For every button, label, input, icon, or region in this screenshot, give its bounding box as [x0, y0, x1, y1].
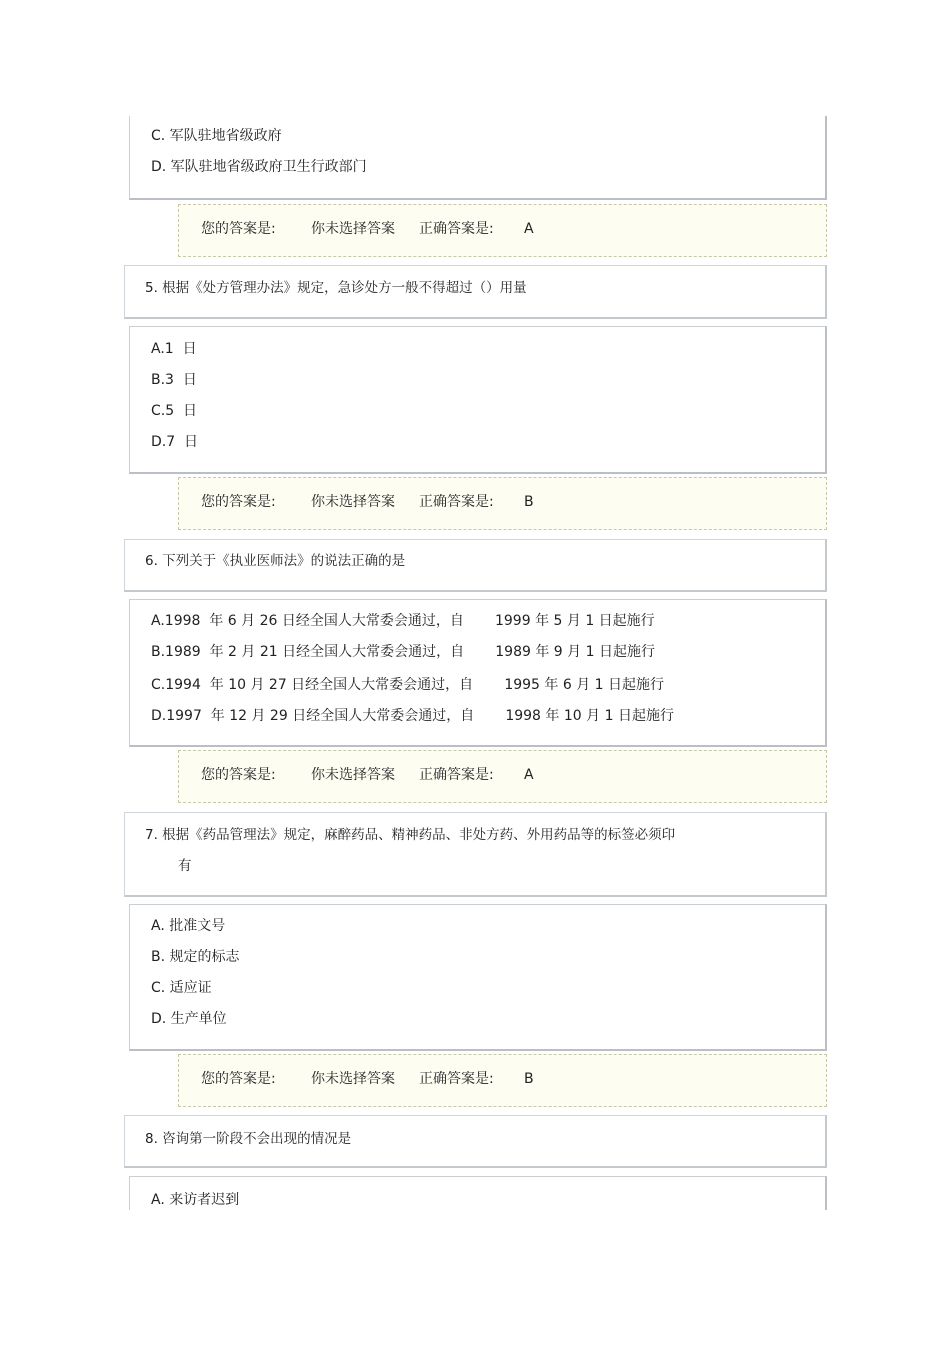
q7-question-text-cont: 有 — [178, 858, 192, 874]
q5-question-text: 5. 根据《处方管理办法》规定，急诊处方一般不得超过（）用量 — [145, 280, 527, 296]
q6-answer-box — [178, 750, 827, 803]
your-answer-label: 您的答案是: — [201, 221, 276, 237]
correct-answer-value: A — [524, 767, 534, 783]
q8-question-box — [124, 1115, 827, 1168]
your-answer-label: 您的答案是: — [201, 767, 276, 783]
q5-answer-box — [178, 477, 827, 530]
q4-options-box — [129, 116, 827, 200]
q6-question-box — [124, 539, 827, 592]
q7-option-d[interactable]: D. 生产单位 — [151, 1011, 227, 1027]
not-selected-text: 你未选择答案 — [311, 767, 395, 783]
q5-question-box — [124, 265, 827, 319]
q5-options-box — [129, 326, 827, 474]
not-selected-text: 你未选择答案 — [311, 221, 395, 237]
your-answer-label: 您的答案是: — [201, 494, 276, 510]
correct-answer-label: 正确答案是: — [419, 494, 494, 510]
q7-answer-box — [178, 1054, 827, 1107]
q8-question-text: 8. 咨询第一阶段不会出现的情况是 — [145, 1131, 352, 1147]
q6-option-d[interactable]: D.1997 年 12 月 29 日经全国人大常委会通过，自 1998 年 10 月 1 日起施行 — [151, 708, 674, 724]
not-selected-text: 你未选择答案 — [311, 1071, 395, 1087]
q7-option-b[interactable]: B. 规定的标志 — [151, 949, 240, 965]
correct-answer-label: 正确答案是: — [419, 767, 494, 783]
q7-option-a[interactable]: A. 批准文号 — [151, 918, 226, 934]
q4-answer-box — [178, 204, 827, 257]
q8-option-a[interactable]: A. 来访者迟到 — [151, 1192, 240, 1208]
q6-option-a[interactable]: A.1998 年 6 月 26 日经全国人大常委会通过，自 1999 年 5 月 1 日起施行 — [151, 613, 655, 629]
q5-option-a[interactable]: A.1 日 — [151, 341, 197, 357]
q7-question-text: 7. 根据《药品管理法》规定，麻醉药品、精神药品、非处方药、外用药品等的标签必须印 — [145, 827, 676, 843]
correct-answer-value: A — [524, 221, 534, 237]
not-selected-text: 你未选择答案 — [311, 494, 395, 510]
q6-option-b[interactable]: B.1989 年 2 月 21 日经全国人大常委会通过，自 1989 年 9 月 1 日起施行 — [151, 644, 655, 660]
q7-question-box — [124, 812, 827, 897]
q5-option-d[interactable]: D.7 日 — [151, 434, 199, 450]
q8-options-box — [129, 1176, 827, 1210]
q5-option-c[interactable]: C.5 日 — [151, 403, 198, 419]
correct-answer-label: 正确答案是: — [419, 1071, 494, 1087]
your-answer-label: 您的答案是: — [201, 1071, 276, 1087]
q6-question-text: 6. 下列关于《执业医师法》的说法正确的是 — [145, 553, 406, 569]
correct-answer-value: B — [524, 1071, 534, 1087]
q6-option-c[interactable]: C.1994 年 10 月 27 日经全国人大常委会通过，自 1995 年 6 月 1 日起施行 — [151, 677, 665, 693]
correct-answer-label: 正确答案是: — [419, 221, 494, 237]
q7-option-c[interactable]: C. 适应证 — [151, 980, 212, 996]
q7-options-box — [129, 904, 827, 1051]
correct-answer-value: B — [524, 494, 534, 510]
q5-option-b[interactable]: B.3 日 — [151, 372, 197, 388]
q6-options-box — [129, 599, 827, 747]
q4-option-c[interactable]: C. 军队驻地省级政府 — [151, 128, 282, 144]
q4-option-d[interactable]: D. 军队驻地省级政府卫生行政部门 — [151, 159, 367, 175]
